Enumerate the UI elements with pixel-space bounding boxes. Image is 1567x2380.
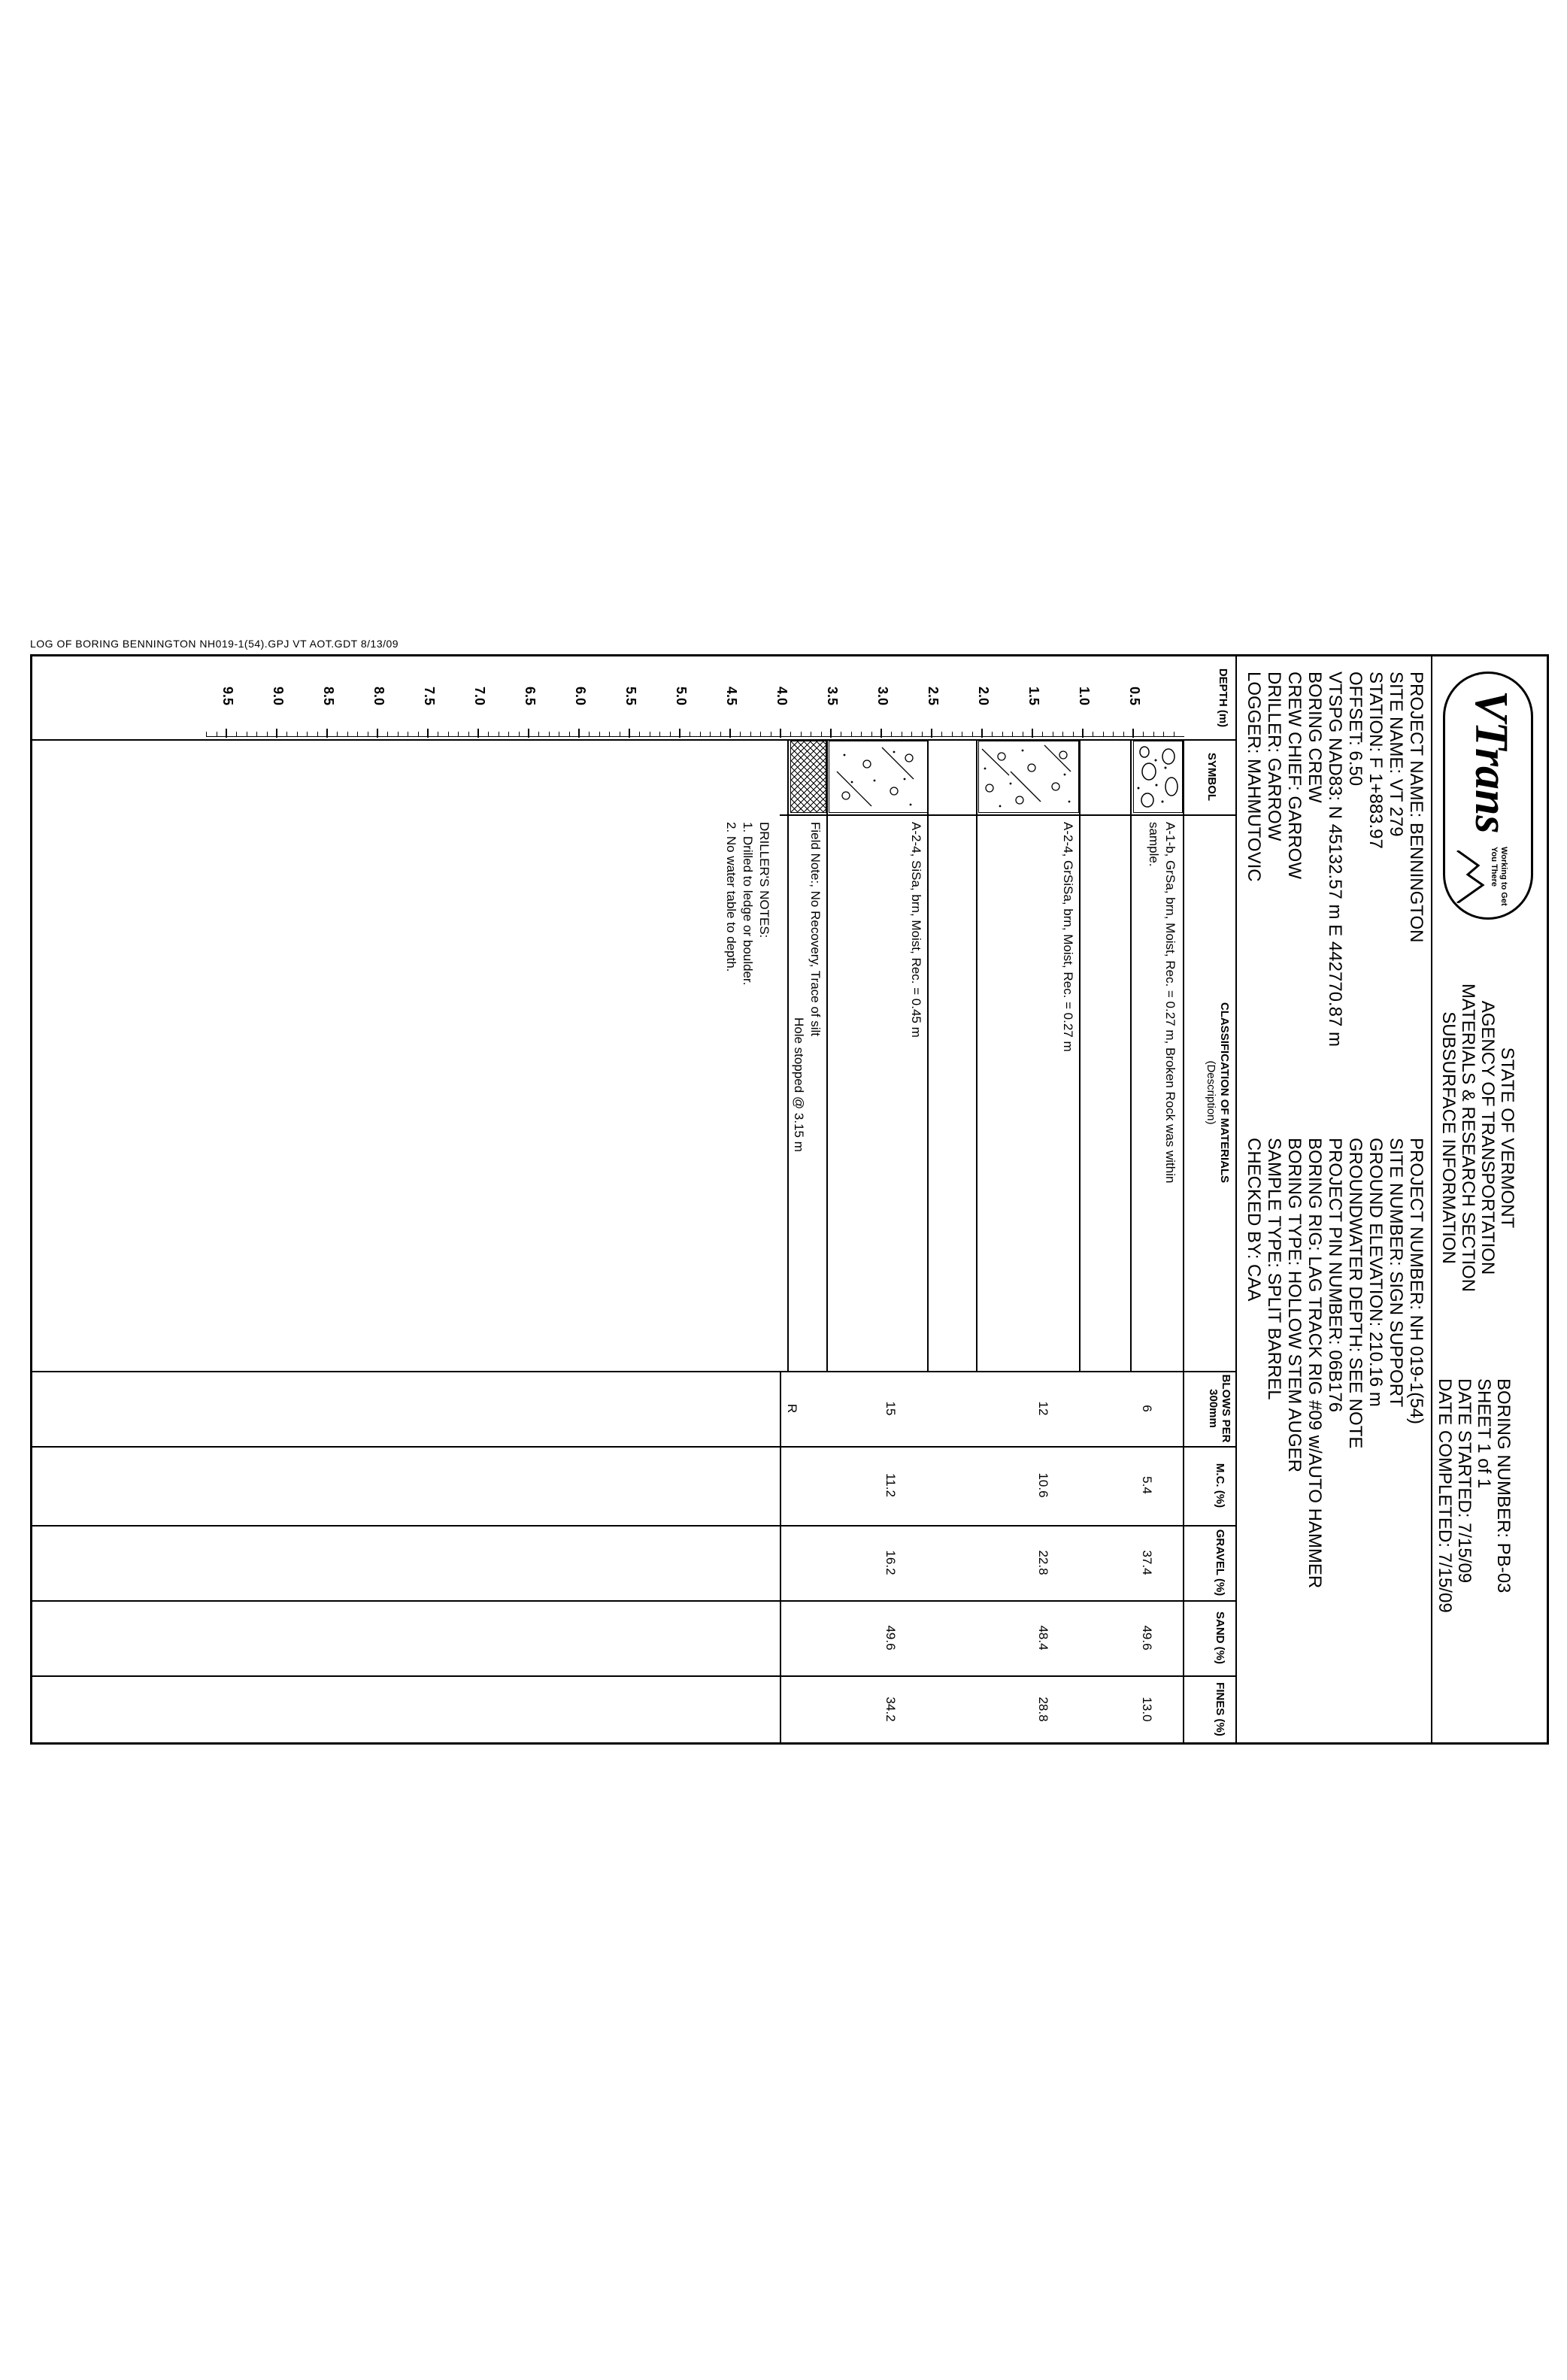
depth-tick (569, 732, 570, 737)
site-number: SITE NUMBER: SIGN SUPPORT (1386, 1138, 1406, 1408)
depth-label: 1.0 (1077, 687, 1092, 706)
header-gravel: GRAVEL (%) (1214, 1529, 1226, 1596)
depth-label: 4.0 (774, 687, 790, 706)
header-symbol: SYMBOL (1205, 752, 1218, 802)
col-sep-class (32, 1371, 1237, 1372)
depth-tick (297, 732, 298, 737)
layer-2-description: A-2-4, GrSiSa, brn, Moist, Rec. = 0.27 m (1061, 822, 1075, 1052)
depth-label: 5.0 (674, 687, 689, 706)
depth-tick (226, 729, 227, 738)
depth-scale-axis (207, 736, 1184, 737)
layer-boundary (976, 739, 977, 1371)
depth-tick (256, 732, 257, 737)
column-headers (1184, 656, 1237, 1743)
layer-1-gravel: 37.4 (1140, 1550, 1154, 1575)
depth-label: 7.5 (422, 687, 437, 706)
depth-tick (317, 732, 318, 737)
depth-scale (34, 656, 1184, 739)
agency-line: MATERIALS & RESEARCH SECTION (1458, 983, 1478, 1293)
depth-tick (1042, 732, 1043, 737)
depth-label: 5.5 (623, 687, 638, 706)
depth-tick (1113, 732, 1114, 737)
driller-note: 2. No water table to depth. (724, 822, 738, 972)
depth-tick (780, 729, 781, 738)
header-mc: M.C. (%) (1214, 1463, 1226, 1508)
project-number: PROJECT NUMBER: NH 019-1(54) (1406, 1138, 1426, 1424)
depth-label: 6.5 (523, 687, 538, 706)
depth-label: 3.0 (875, 687, 890, 706)
depth-tick (267, 732, 268, 737)
depth-tick (468, 732, 469, 737)
depth-tick (427, 729, 429, 738)
depth-label: 3.5 (825, 687, 840, 706)
agency-line: SUBSURFACE INFORMATION (1438, 1011, 1459, 1264)
driller-notes-title: DRILLER'S NOTES: (757, 822, 771, 938)
layer-2-fines: 28.8 (1036, 1696, 1050, 1722)
depth-tick (941, 732, 942, 737)
mountain-icon (1456, 850, 1486, 903)
agency-line: AGENCY OF TRANSPORTATION (1478, 1000, 1498, 1275)
agency-title (1438, 942, 1517, 1333)
date-started: DATE STARTED: 7/15/09 (1454, 1378, 1475, 1584)
crew-left (1244, 672, 1325, 882)
depth-tick (700, 732, 701, 737)
date-completed: DATE COMPLETED: 7/15/09 (1435, 1378, 1455, 1613)
depth-label: 8.5 (321, 687, 336, 706)
header-description: (Description) (1205, 1060, 1217, 1125)
col-sep-blows (32, 1446, 1237, 1448)
layer-1-mc: 5.4 (1140, 1476, 1154, 1494)
depth-tick (1153, 732, 1154, 737)
layer-1-blows: 6 (1140, 1405, 1154, 1412)
logger: LOGGER: MAHMUTOVIC (1244, 672, 1264, 882)
crew-right (1244, 1138, 1325, 1588)
layer-3-gravel: 16.2 (884, 1550, 898, 1575)
symbol-silty-sand (978, 741, 1079, 813)
col-sep-gravel (32, 1600, 1237, 1602)
boring-crew: BORING CREW (1305, 672, 1325, 803)
layer-3-fines: 34.2 (884, 1696, 898, 1722)
depth-tick (670, 732, 671, 737)
depth-tick (236, 732, 237, 737)
layer-1-sand: 49.6 (1140, 1625, 1154, 1651)
logo-wordmark: VTrans (1465, 690, 1517, 834)
depth-tick (952, 732, 953, 737)
agency-line: STATE OF VERMONT (1497, 1047, 1517, 1229)
depth-tick (549, 732, 550, 737)
depth-tick (880, 729, 882, 738)
depth-tick (729, 729, 731, 738)
driller: DRILLER: GARROW (1264, 672, 1284, 841)
depth-tick (286, 732, 287, 737)
layer-2-mc: 10.6 (1036, 1472, 1050, 1498)
layer-1-fines: 13.0 (1140, 1696, 1154, 1722)
depth-tick (871, 732, 872, 737)
depth-tick (1012, 732, 1013, 737)
layer-4-blows: R (785, 1403, 799, 1414)
depth-tick (720, 732, 721, 737)
checked-by: CHECKED BY: CAA (1244, 1138, 1264, 1302)
depth-tick (922, 732, 923, 737)
depth-tick (307, 732, 308, 737)
crew-chief: CREW CHIEF: GARROW (1284, 672, 1305, 879)
project-right (1325, 1138, 1426, 1448)
layer-boundary (826, 739, 828, 1371)
depth-tick (387, 732, 388, 737)
depth-tick (790, 732, 791, 737)
header-depth: DEPTH (m) (1217, 668, 1229, 728)
depth-tick (1143, 732, 1144, 737)
depth-tick (458, 732, 459, 737)
boring-type: BORING TYPE: HOLLOW STEM AUGER (1284, 1138, 1305, 1472)
layer-4-description: Field Note:, No Recovery, Trace of silt (808, 822, 823, 1037)
depth-tick (821, 732, 822, 737)
boring-info (1435, 1378, 1513, 1613)
offset: OFFSET: 6.50 (1345, 672, 1365, 787)
header-bottom-rule (1183, 739, 1184, 1742)
depth-tick (659, 732, 660, 737)
depth-tick (1123, 732, 1124, 737)
depth-tick (639, 732, 640, 737)
depth-tick (337, 732, 338, 737)
boring-log-sheet (30, 654, 1549, 1745)
layer-boundary (787, 739, 789, 1371)
site-name: SITE NAME: VT 279 (1386, 672, 1406, 837)
symbol-sand (829, 741, 928, 813)
depth-tick (418, 732, 419, 737)
coordinates: VTSPG NAD83: N 45132.57 m E 442770.87 m (1325, 672, 1345, 1047)
layer-2-sand: 48.4 (1036, 1625, 1050, 1651)
depth-tick (1073, 732, 1074, 737)
depth-label: 0.5 (1127, 687, 1142, 706)
depth-tick (326, 729, 328, 738)
depth-tick (710, 732, 711, 737)
depth-tick (911, 732, 912, 737)
layer-boundary (1079, 739, 1081, 1371)
groundwater-depth: GROUNDWATER DEPTH: SEE NOTE (1345, 1138, 1365, 1449)
depth-label: 9.0 (271, 687, 286, 706)
depth-tick (1132, 729, 1134, 738)
project-left (1325, 672, 1426, 1047)
depth-tick (760, 732, 761, 737)
symbol-gravel-sand (1133, 741, 1183, 813)
log-footer: LOG OF BORING BENNINGTON NH019-1(54).GPJ VT AOT.GDT 8/13/09 (30, 638, 399, 650)
depth-tick (1163, 732, 1164, 737)
depth-tick (750, 732, 751, 737)
depth-tick (538, 732, 539, 737)
depth-label: 7.0 (472, 687, 487, 706)
header-classification: CLASSIFICATION OF MATERIALS (1218, 1002, 1231, 1184)
depth-tick (609, 732, 610, 737)
header-sand: SAND (%) (1214, 1611, 1226, 1664)
header-blows: BLOWS PER 300mm (1207, 1374, 1232, 1443)
logo-subtext: Working to Get You There (1490, 847, 1508, 906)
layer-3-sand: 49.6 (884, 1625, 898, 1651)
depth-tick (830, 729, 832, 738)
depth-tick (206, 732, 207, 737)
depth-label: 1.5 (1026, 687, 1041, 706)
depth-tick (931, 729, 932, 738)
depth-tick (448, 732, 449, 737)
depth-tick (891, 732, 892, 737)
depth-tick (1082, 729, 1084, 738)
layer-1-description-cont: sample. (1147, 822, 1161, 867)
symbol-no-recovery (790, 741, 826, 813)
depth-tick (398, 732, 399, 737)
depth-tick (1032, 729, 1033, 738)
col-sep-mc (32, 1525, 1237, 1527)
depth-label: 6.0 (573, 687, 588, 706)
depth-tick (992, 732, 993, 737)
depth-tick (851, 732, 852, 737)
depth-tick (981, 729, 983, 738)
depth-tick (347, 732, 348, 737)
ground-elevation: GROUND ELEVATION: 210.16 m (1365, 1138, 1386, 1407)
depth-tick (488, 732, 489, 737)
driller-note: 1. Drilled to ledge or boulder. (741, 822, 755, 986)
depth-tick (1002, 732, 1003, 737)
data-bottom-rule (780, 1371, 781, 1743)
depth-tick (1103, 732, 1104, 737)
hole-stopped-note: Hole stopped @ 3.15 m (792, 1017, 806, 1152)
depth-tick (861, 732, 862, 737)
header-divider (1431, 656, 1432, 1742)
depth-tick (528, 729, 529, 738)
sample-type: SAMPLE TYPE: SPLIT BARREL (1264, 1138, 1284, 1400)
col-sep-sand (32, 1675, 1237, 1677)
project-pin: PROJECT PIN NUMBER: 06B176 (1325, 1138, 1345, 1413)
layer-2-gravel: 22.8 (1036, 1550, 1050, 1575)
depth-label: 4.5 (724, 687, 739, 706)
depth-tick (589, 732, 590, 737)
col-sep-symbol (780, 814, 1184, 816)
depth-label: 2.0 (976, 687, 991, 706)
project-name: PROJECT NAME: BENNINGTON (1406, 672, 1426, 943)
sheet-number: SHEET 1 of 1 (1474, 1378, 1494, 1489)
depth-label: 2.5 (926, 687, 941, 706)
depth-tick (801, 732, 802, 737)
depth-tick (276, 729, 277, 738)
layer-2-blows: 12 (1036, 1401, 1050, 1416)
layer-boundary (927, 739, 929, 1371)
depth-tick (679, 729, 680, 738)
layer-3-description: A-2-4, SiSa, brn, Moist, Rec. = 0.45 m (909, 822, 923, 1038)
depth-tick (740, 732, 741, 737)
depth-tick (599, 732, 600, 737)
depth-label: 8.0 (371, 687, 386, 706)
depth-tick (508, 732, 509, 737)
layer-1-description: A-1-b, GrSa, brn, Moist, Rec. = 0.27 m, Broken Rock was within (1163, 822, 1178, 1184)
header-fines: FINES (%) (1214, 1682, 1226, 1736)
station: STATION: F 1+883.97 (1365, 672, 1386, 849)
boring-number: BORING NUMBER: PB-03 (1493, 1378, 1514, 1593)
depth-tick (1062, 732, 1063, 737)
depth-label: 9.5 (220, 687, 235, 706)
depth-tick (519, 732, 520, 737)
depth-tick (357, 732, 358, 737)
boring-rig: BORING RIG: LAG TRACK RIG #09 w/AUTO HAMMER (1305, 1138, 1325, 1589)
depth-tick (578, 729, 580, 738)
depth-tick (972, 732, 973, 737)
layer-boundary (1130, 739, 1132, 1371)
depth-tick (477, 729, 479, 738)
vtrans-logo (1443, 672, 1533, 920)
depth-tick (377, 729, 378, 738)
layer-3-mc: 11.2 (884, 1473, 898, 1497)
layer-3-blows: 15 (884, 1401, 898, 1416)
depth-tick (629, 729, 630, 738)
